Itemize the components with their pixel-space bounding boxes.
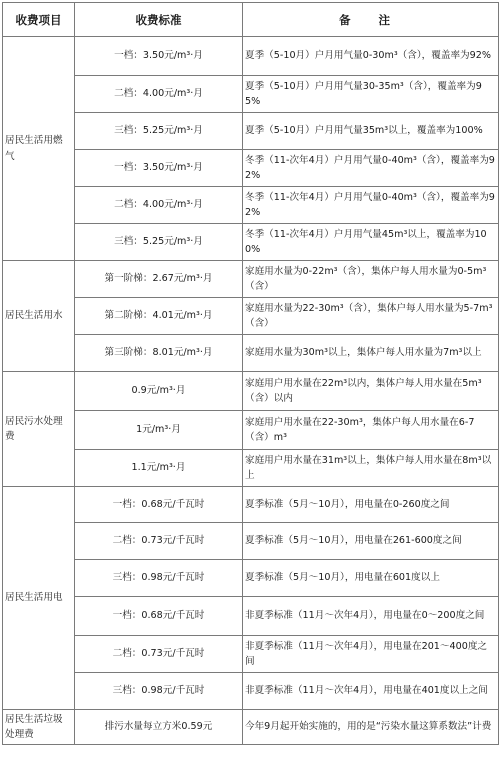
fee-standard-cell: 三档：0.98元/千瓦时 <box>75 673 243 710</box>
table-row <box>3 673 499 710</box>
table-row <box>3 261 499 298</box>
table-row <box>3 450 499 487</box>
remark-cell: 冬季（11-次年4月）户月用气量0-40m³（含），覆盖率为92% <box>243 150 499 187</box>
remark-cell: 夏季标准（5月～10月），用电量在0-260度之间 <box>243 487 499 523</box>
fee-standard-cell: 排污水量每立方米0.59元 <box>75 710 243 745</box>
fee-standard-cell: 一档：0.68元/千瓦时 <box>75 487 243 523</box>
table-row <box>3 113 499 150</box>
fee-standard-cell: 三档：0.98元/千瓦时 <box>75 560 243 597</box>
remark-cell: 冬季（11-次年4月）户月用气量45m³以上，覆盖率为100% <box>243 224 499 261</box>
header-fee-standard: 收费标准 <box>75 3 243 37</box>
category-water: 居民生活用水 <box>3 261 75 372</box>
fee-standard-cell: 一档：3.50元/m³·月 <box>75 150 243 187</box>
fee-standard-cell: 0.9元/m³·月 <box>75 372 243 411</box>
table-row <box>3 224 499 261</box>
category-gas: 居民生活用燃气 <box>3 37 75 261</box>
table-row <box>3 487 499 523</box>
table-row <box>3 187 499 224</box>
fee-standard-cell: 二档：4.00元/m³·月 <box>75 187 243 224</box>
category-garbage: 居民生活垃圾处理费 <box>3 710 75 745</box>
remark-cell: 家庭用户用水量在22-30m³，集体户每人用水量在6-7（含）m³ <box>243 411 499 450</box>
table-row <box>3 150 499 187</box>
remark-cell: 家庭用水量为22-30m³（含），集体户每人用水量为5-7m³（含） <box>243 298 499 335</box>
table-row <box>3 597 499 636</box>
table-header-row <box>3 3 499 37</box>
table-row <box>3 710 499 745</box>
fee-standard-cell: 1元/m³·月 <box>75 411 243 450</box>
fee-standard-cell: 1.1元/m³·月 <box>75 450 243 487</box>
fee-standard-cell: 二档：0.73元/千瓦时 <box>75 636 243 673</box>
remark-cell: 夏季标准（5月～10月），用电量在261-600度之间 <box>243 523 499 560</box>
table-row <box>3 411 499 450</box>
table-row <box>3 76 499 113</box>
remark-cell: 非夏季标准（11月～次年4月），用电量在201～400度之间 <box>243 636 499 673</box>
remark-cell: 夏季（5-10月）户月用气量30-35m³（含），覆盖率为95% <box>243 76 499 113</box>
table-row <box>3 335 499 372</box>
fee-standard-cell: 第一阶梯：2.67元/m³·月 <box>75 261 243 298</box>
fee-standard-cell: 一档：3.50元/m³·月 <box>75 37 243 76</box>
fee-standard-cell: 三档：5.25元/m³·月 <box>75 113 243 150</box>
table-row <box>3 523 499 560</box>
fee-standards-table <box>2 2 499 745</box>
remark-cell: 家庭用户用水量在31m³以上，集体户每人用水量在8m³以上 <box>243 450 499 487</box>
remark-cell: 家庭用水量为30m³以上，集体户每人用水量为7m³以上 <box>243 335 499 372</box>
table-row <box>3 636 499 673</box>
remark-cell: 冬季（11-次年4月）户月用气量0-40m³（含），覆盖率为92% <box>243 187 499 224</box>
category-electricity: 居民生活用电 <box>3 487 75 710</box>
fee-standard-cell: 二档：4.00元/m³·月 <box>75 76 243 113</box>
remark-cell: 今年9月起开始实施的，用的是“污染水量这算系数法”计费 <box>243 710 499 745</box>
remark-cell: 家庭用户用水量在22m³以内，集体户每人用水量在5m³（含）以内 <box>243 372 499 411</box>
header-remarks: 备 注 <box>243 3 499 37</box>
fee-standard-cell: 一档：0.68元/千瓦时 <box>75 597 243 636</box>
remark-cell: 夏季（5-10月）户月用气量35m³以上，覆盖率为100% <box>243 113 499 150</box>
fee-standard-cell: 第二阶梯：4.01元/m³·月 <box>75 298 243 335</box>
header-fee-item: 收费项目 <box>3 3 75 37</box>
fee-standard-cell: 二档：0.73元/千瓦时 <box>75 523 243 560</box>
fee-standard-cell: 第三阶梯：8.01元/m³·月 <box>75 335 243 372</box>
remark-cell: 夏季标准（5月～10月），用电量在601度以上 <box>243 560 499 597</box>
category-sewage: 居民污水处理费 <box>3 372 75 487</box>
table-row <box>3 298 499 335</box>
remark-cell: 夏季（5-10月）户月用气量0-30m³（含），覆盖率为92% <box>243 37 499 76</box>
table-row <box>3 37 499 76</box>
table-row <box>3 372 499 411</box>
table-row <box>3 560 499 597</box>
remark-cell: 非夏季标准（11月～次年4月），用电量在0～200度之间 <box>243 597 499 636</box>
remark-cell: 非夏季标准（11月～次年4月），用电量在401度以上之间 <box>243 673 499 710</box>
remark-cell: 家庭用水量为0-22m³（含），集体户每人用水量为0-5m³（含） <box>243 261 499 298</box>
fee-standard-cell: 三档：5.25元/m³·月 <box>75 224 243 261</box>
